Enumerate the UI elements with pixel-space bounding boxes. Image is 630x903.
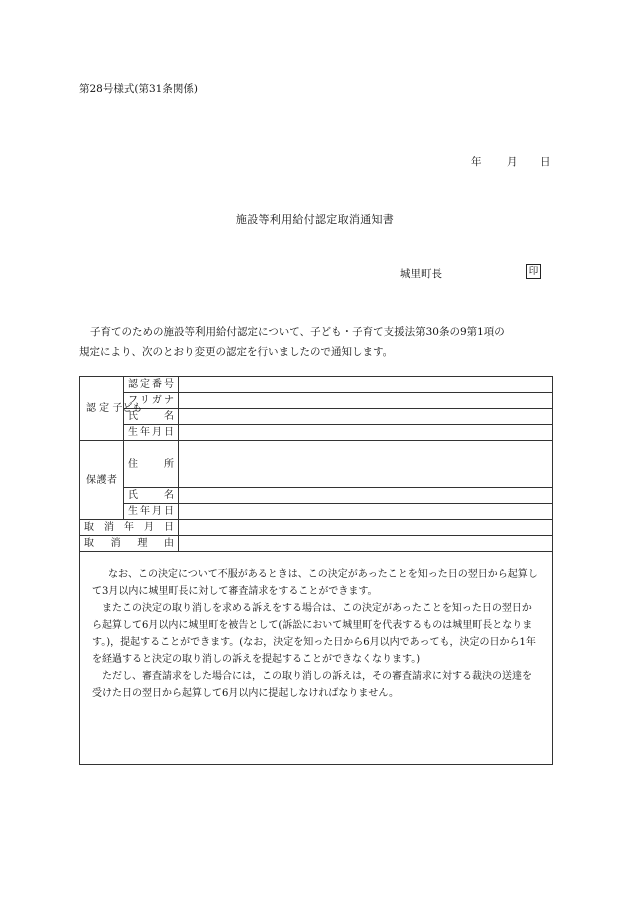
document-title: 施設等利用給付認定取消通知書 — [235, 213, 395, 226]
furigana-value[interactable] — [179, 393, 553, 409]
table-row — [80, 425, 553, 441]
table-row — [80, 409, 553, 425]
date-year-label: 年 — [471, 156, 482, 168]
child-name-label: 氏名 — [124, 409, 179, 425]
guardian-address-label: 住所 — [124, 441, 179, 488]
form-number: 第28号様式(第31条関係) — [79, 83, 198, 95]
intro-line-2: 規定により、次のとおり変更の認定を行いましたので通知します。 — [79, 346, 394, 358]
guardian-group-label: 保護者 — [80, 441, 124, 520]
cancel-reason-value[interactable] — [179, 536, 553, 552]
table-row — [80, 488, 553, 504]
date-month-label: 月 — [507, 156, 518, 168]
table-row — [80, 520, 553, 536]
guardian-address-value[interactable] — [179, 441, 553, 488]
guardian-birthdate-value[interactable] — [179, 504, 553, 520]
intro-line-1: 子育てのための施設等利用給付認定について、子ども・子育て支援法第30条の9第1項の — [90, 326, 505, 338]
child-birthdate-label: 生年月日 — [124, 425, 179, 441]
table-row — [80, 377, 553, 393]
appeal-notes — [80, 552, 553, 765]
table-row — [80, 441, 553, 488]
note-paragraph-3: ただし、審査請求をした場合には，この取り消しの訴えは，その審査請求に対する裁決の送達を受けた日の翌日から起算して6月以内に提起しなければなりません。 — [92, 671, 532, 699]
issuer-name: 城里町長 — [400, 268, 442, 280]
cert-number-value[interactable] — [179, 377, 553, 393]
guardian-name-value[interactable] — [179, 488, 553, 504]
child-birthdate-value[interactable] — [179, 425, 553, 441]
furigana-label: フリガナ — [124, 393, 179, 409]
table-row — [80, 536, 553, 552]
child-group-label: 認 定 子ども — [80, 377, 124, 441]
certification-table — [79, 376, 553, 765]
cancel-reason-label: 取消理由 — [80, 536, 179, 552]
note-paragraph-2: またこの決定の取り消しを求める訴えをする場合は、この決定があったことを知った日の翌日から起算して6月以内に城里町を被告として(訴訟において城里町を代表するものは城里町長となります。)，提起することができます。(なお，決定を知った日から6月以内であっても，決定の日から1年を経過すると決定の取り消しの訴えを提起することができなくなります。) — [92, 603, 536, 665]
child-name-value[interactable] — [179, 409, 553, 425]
table-row — [80, 393, 553, 409]
cert-number-label: 認定番号 — [124, 377, 179, 393]
date-day-label: 日 — [540, 156, 551, 168]
cancel-date-label: 取消年月日 — [80, 520, 179, 536]
guardian-birthdate-label: 生年月日 — [124, 504, 179, 520]
seal-mark: 印 — [526, 264, 541, 279]
note-paragraph-1: なお、この決定について不服があるときは、この決定があったことを知った日の翌日から起算して3月以内に城里町長に対して審査請求をすることができます。 — [92, 569, 538, 597]
table-row — [80, 552, 553, 765]
cancel-date-value[interactable] — [179, 520, 553, 536]
guardian-name-label: 氏名 — [124, 488, 179, 504]
table-row — [80, 504, 553, 520]
intro-text — [79, 322, 553, 362]
